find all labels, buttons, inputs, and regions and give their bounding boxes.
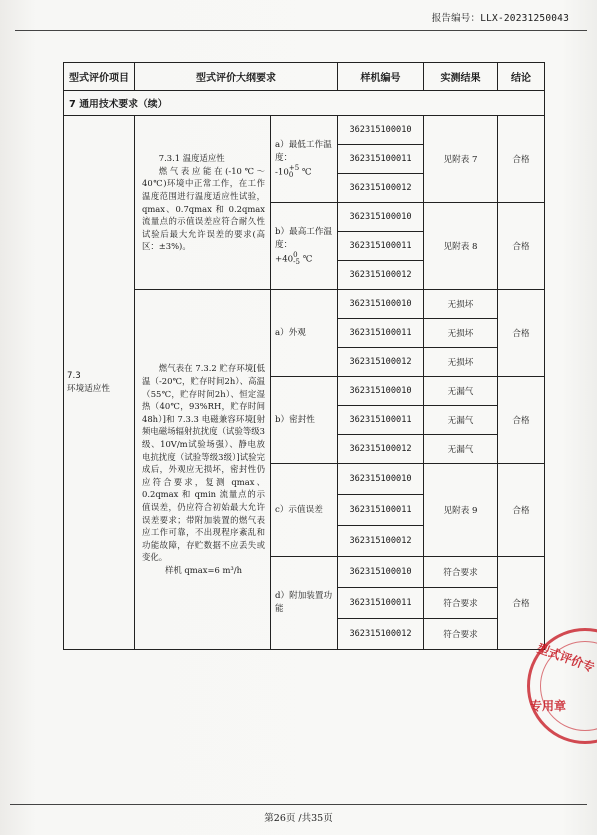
condition-auxiliary-device: d）附加装置功能 xyxy=(271,557,338,650)
requirement-731-title: 7.3.1 温度适应性 xyxy=(158,153,225,164)
page-number: 第26页 /共35页 xyxy=(264,813,333,824)
condition-indication-error: c）示值误差 xyxy=(271,464,338,557)
sample-number: 362315100012 xyxy=(338,348,424,377)
col-header-conclusion: 结论 xyxy=(498,63,545,91)
result-cell: 无漏气 xyxy=(424,435,498,464)
sample-number: 362315100012 xyxy=(338,174,424,203)
result-cell: 见附表 7 xyxy=(424,116,498,203)
requirement-732-sample-flow: 样机 qmax=6 m³/h xyxy=(165,564,242,575)
header-rule xyxy=(15,30,587,31)
result-cell: 符合要求 xyxy=(424,619,498,650)
seal-text-top: 型式评价专 xyxy=(535,641,597,675)
footer-rule xyxy=(10,804,587,805)
requirement-731-text: 燃气表应能在(-10℃～40℃)环境中正常工作，在工作温度范围进行温度适应性试验，qmax、0.7qmax 和 0.2qmax 流量点的示值误差应符合耐久性试验后最大允许误差的要求(高区：±3%)。 xyxy=(142,165,265,252)
condition-high-temp-value: +40 0 -5 ℃ xyxy=(275,250,313,266)
conclusion-cell: 合格 xyxy=(498,377,545,464)
sample-number: 362315100010 xyxy=(338,116,424,145)
sample-number: 362315100010 xyxy=(338,290,424,319)
sample-number: 362315100010 xyxy=(338,464,424,495)
conclusion-cell: 合格 xyxy=(498,203,545,290)
sample-number: 362315100012 xyxy=(338,435,424,464)
condition-low-temp: a）最低工作温度： -10 +5 0 ℃ xyxy=(271,116,338,203)
official-seal xyxy=(527,628,597,744)
sample-number: 362315100011 xyxy=(338,588,424,619)
table-header-row xyxy=(64,63,545,91)
col-header-item: 型式评价项目 xyxy=(64,63,135,91)
report-number: 报告编号：LLX-20231250043 xyxy=(431,13,569,24)
sample-number: 362315100010 xyxy=(338,203,424,232)
result-cell: 无损坏 xyxy=(424,319,498,348)
sample-number: 362315100010 xyxy=(338,377,424,406)
requirement-732 xyxy=(135,290,271,650)
result-cell: 见附表 8 xyxy=(424,203,498,290)
condition-appearance: a）外观 xyxy=(271,290,338,377)
seal-text-bottom: 专用章 xyxy=(530,699,567,713)
sample-number: 362315100011 xyxy=(338,232,424,261)
result-cell: 无漏气 xyxy=(424,377,498,406)
result-cell: 符合要求 xyxy=(424,588,498,619)
result-cell: 见附表 9 xyxy=(424,464,498,557)
condition-low-temp-value: -10 +5 0 ℃ xyxy=(275,163,312,179)
col-header-result: 实测结果 xyxy=(424,63,498,91)
item-number: 7.3 xyxy=(67,370,81,381)
requirement-731 xyxy=(135,116,271,290)
item-cell xyxy=(64,116,135,650)
condition-sealing: b）密封性 xyxy=(271,377,338,464)
sample-number: 362315100012 xyxy=(338,619,424,650)
sample-number: 362315100012 xyxy=(338,261,424,290)
evaluation-table xyxy=(63,62,545,650)
sample-number: 362315100011 xyxy=(338,495,424,526)
sample-number: 362315100011 xyxy=(338,319,424,348)
result-cell: 无漏气 xyxy=(424,406,498,435)
result-cell: 符合要求 xyxy=(424,557,498,588)
section-title: 7 通用技术要求（续） xyxy=(64,91,545,116)
result-cell: 无损坏 xyxy=(424,290,498,319)
requirement-732-text: 燃气表在 7.3.2 贮存环境[低温（-20℃，贮存时间2h）、高温（55℃，贮存时间2h）、恒定湿热（40℃，93%RH，贮存时间48h）]和 7.3.3 电磁兼容环境[射频电磁场辐射抗扰度（试验等级3级、10V/m试验场强）、静电放电抗扰度（试验等级3级）]试验完成后，外观应无损坏，密封性仍应符合要求，复测 qmax、0.2qmax 和 qmin 流量点的示值误差，仍应符合初始最大允许误差要求；带附加装置的燃气表应工作可靠，不出现程序紊乱和功能故障，存贮数据不应丢失或变化。 xyxy=(142,363,265,563)
sample-number: 362315100012 xyxy=(338,526,424,557)
conclusion-cell: 合格 xyxy=(498,290,545,377)
condition-high-temp: b）最高工作温度： +40 0 -5 ℃ xyxy=(271,203,338,290)
col-header-requirement: 型式评价大纲要求 xyxy=(135,63,338,91)
conclusion-cell: 合格 xyxy=(498,464,545,557)
sample-number: 362315100011 xyxy=(338,406,424,435)
sample-number: 362315100010 xyxy=(338,557,424,588)
item-name: 环境适应性 xyxy=(67,383,110,394)
result-cell: 无损坏 xyxy=(424,348,498,377)
sample-number: 362315100011 xyxy=(338,145,424,174)
col-header-sample-no: 样机编号 xyxy=(338,63,424,91)
conclusion-cell: 合格 xyxy=(498,116,545,203)
conclusion-cell: 合格 xyxy=(498,557,545,650)
